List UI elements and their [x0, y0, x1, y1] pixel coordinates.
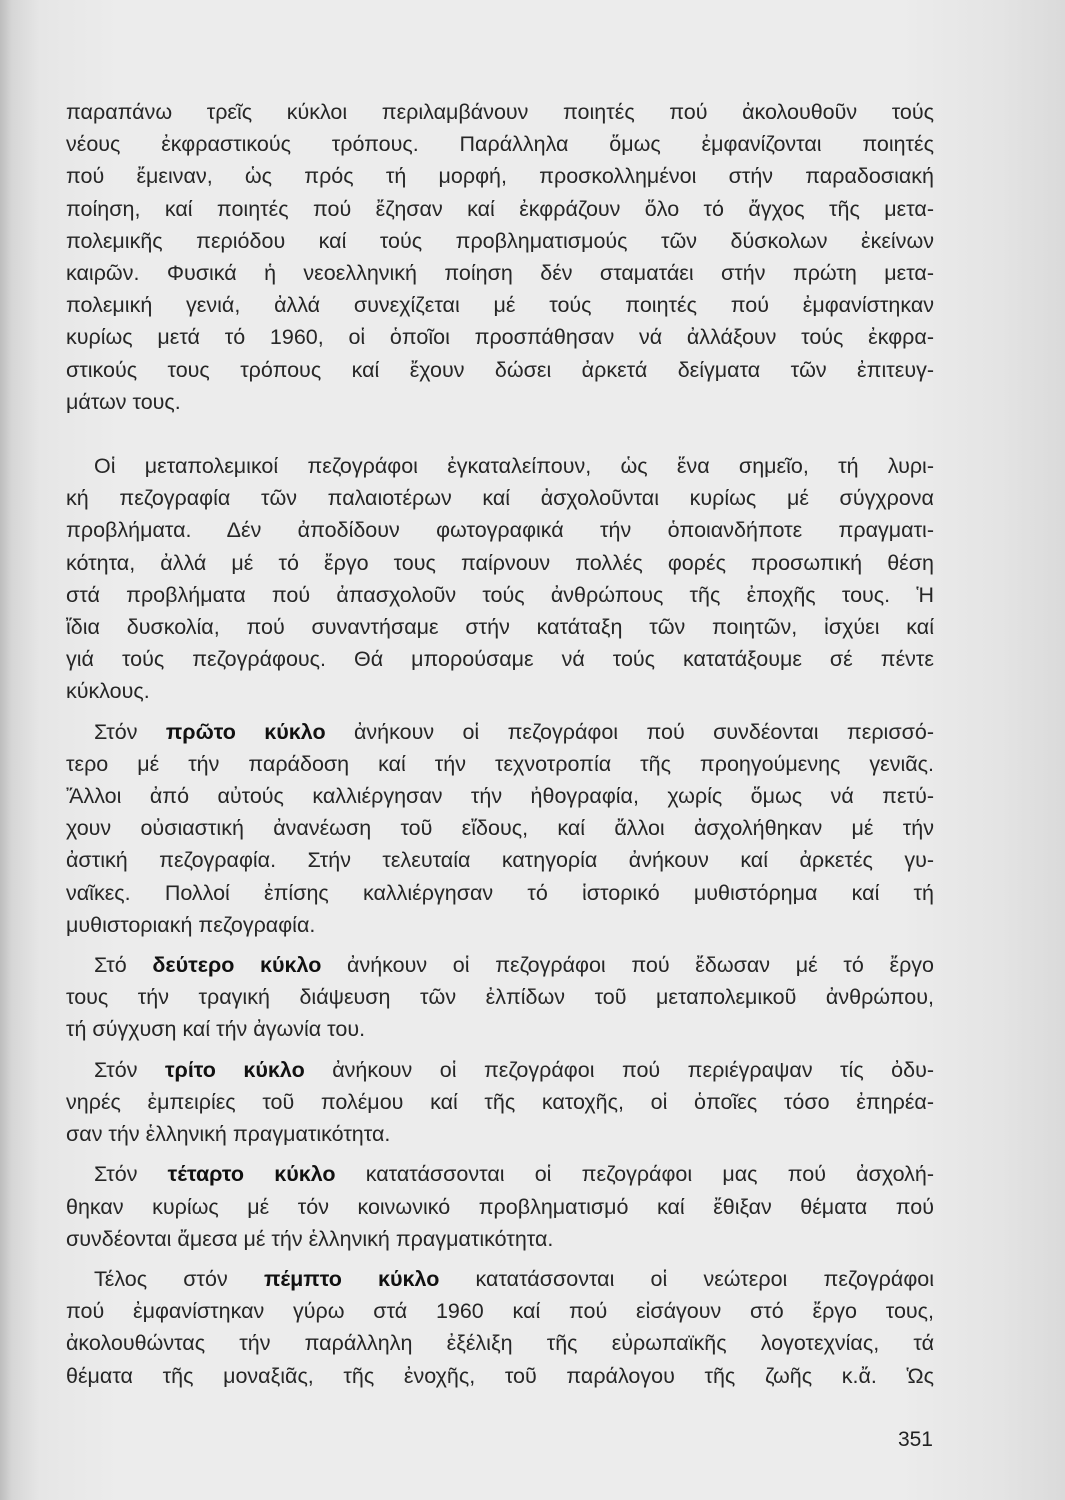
- bold-term: τρίτο κύκλο: [164, 1057, 305, 1082]
- text-line: παραπάνω τρεῖς κύκλοι περιλαμβάνουν ποιητές πού ἀκολουθοῦν τούς: [66, 100, 934, 124]
- text-line: μυθιστοριακή πεζογραφία.: [66, 912, 316, 937]
- text-line: χουν οὐσιαστική ἀνανέωση τοῦ εἴδους, καί ἄλλοι ἀσχολήθηκαν μέ τήν: [66, 816, 934, 841]
- text-fragment: ἀνήκουν οἱ πεζογράφοι πού συνδέονται περισσό-: [325, 719, 934, 744]
- bold-term: δεύτερο κύκλο: [152, 953, 322, 978]
- text-line: κή πεζογραφία τῶν παλαιοτέρων καί ἀσχολοῦνται κυρίως μέ σύγχρονα: [66, 486, 934, 511]
- text-line: σαν τήν ἑλληνική πραγματικότητα.: [66, 1122, 391, 1147]
- text-fragment: κατατάσσονται οἱ νεώτεροι πεζογράφοι: [439, 1266, 935, 1291]
- bold-term: πέμπτο κύκλο: [263, 1266, 440, 1291]
- paragraph-prose-writers-intro: [66, 450, 934, 708]
- text-fragment: ἀνήκουν οἱ πεζογράφοι πού ἔδωσαν μέ τό ἔργο: [321, 953, 935, 978]
- text-line: [66, 1263, 934, 1295]
- text-fragment: Στόν: [94, 1057, 165, 1082]
- paragraph-fifth-circle: [66, 1263, 934, 1392]
- text-line: τερο μέ τήν παράδοση καί τήν τεχνοτροπία τῆς προηγούμενης γενιᾶς.: [66, 751, 934, 776]
- text-line: Ἄλλοι ἀπό αὐτούς καλλιέργησαν τήν ἠθογραφία, χωρίς ὅμως νά πετύ-: [66, 784, 934, 809]
- text-line: προβλήματα. Δέν ἀποδίδουν φωτογραφικά τήν ὁποιανδήποτε πραγματι-: [66, 518, 934, 543]
- text-line: [66, 949, 934, 981]
- text-line: θηκαν κυρίως μέ τόν κοινωνικό προβληματισμό καί ἔθιξαν θέματα πού: [66, 1194, 934, 1219]
- paragraph-first-circle: [66, 716, 934, 941]
- bold-term: τέταρτο κύκλο: [167, 1162, 336, 1187]
- text-line: καιρῶν. Φυσικά ἡ νεοελληνική ποίηση δέν σταματάει στήν πρώτη μετα-: [66, 261, 934, 286]
- text-line: κότητα, ἀλλά μέ τό ἔργο τους παίρνουν πολλές φορές προσωπική θέση: [66, 550, 934, 575]
- text-line: στικούς τους τρόπους καί ἔχουν δώσει ἀρκετά δείγματα τῶν ἐπιτευγ-: [66, 357, 934, 382]
- text-line: ἀστική πεζογραφία. Στήν τελευταία κατηγορία ἀνήκουν καί ἀρκετές γυ-: [66, 848, 934, 873]
- text-line: κύκλους.: [66, 679, 150, 704]
- text-fragment: Στόν: [94, 719, 166, 744]
- text-line: πολεμική γενιά, ἀλλά συνεχίζεται μέ τούς ποιητές πού ἐμφανίστηκαν: [66, 293, 934, 318]
- text-line: πού ἔμειναν, ὡς πρός τή μορφή, προσκολλημένοι στήν παραδοσιακή: [66, 164, 934, 189]
- text-line: θέματα τῆς μοναξιᾶς, τῆς ἐνοχῆς, τοῦ παράλογου τῆς ζωῆς κ.ἄ. Ὡς: [66, 1363, 934, 1388]
- text-fragment: Στόν: [94, 1162, 168, 1187]
- body-text: [66, 96, 934, 1392]
- paragraph-poetry-circles: [66, 96, 934, 418]
- text-fragment: Στό: [94, 953, 153, 978]
- text-fragment: κατατάσσονται οἱ πεζογράφοι μας πού ἀσχολή-: [335, 1162, 934, 1187]
- text-line: τους τήν τραγική διάψευση τῶν ἐλπίδων τοῦ μεταπολεμικοῦ ἀνθρώπου,: [66, 985, 934, 1010]
- text-line: [66, 1054, 934, 1086]
- text-line: κυρίως μετά τό 1960, οἱ ὁποῖοι προσπάθησαν νά ἀλλάξουν τούς ἐκφρα-: [66, 325, 934, 350]
- paragraph-third-circle: [66, 1054, 934, 1151]
- text-line: συνδέονται ἄμεσα μέ τήν ἑλληνική πραγματικότητα.: [66, 1226, 554, 1251]
- text-line: πολεμικῆς περιόδου καί τούς προβληματισμούς τῶν δύσκολων ἐκείνων: [66, 228, 934, 253]
- text-line: τή σύγχυση καί τήν ἀγωνία του.: [66, 1017, 366, 1042]
- text-line: ἴδια δυσκολία, πού συναντήσαμε στήν κατάταξη τῶν ποιητῶν, ἰσχύει καί: [66, 615, 934, 640]
- text-line: [66, 716, 934, 748]
- paragraph-fourth-circle: [66, 1158, 934, 1255]
- text-line: ἀκολουθώντας τήν παράλληλη ἐξέλιξη τῆς εὐρωπαϊκῆς λογοτεχνίας, τά: [66, 1331, 934, 1356]
- text-line: ναῖκες. Πολλοί ἐπίσης καλλιέργησαν τό ἱστορικό μυθιστόρημα καί τή: [66, 880, 934, 905]
- page-number: 351: [897, 1428, 933, 1451]
- paragraph-second-circle: [66, 949, 934, 1046]
- text-line: [66, 1158, 934, 1190]
- text-line: Οἱ μεταπολεμικοί πεζογράφοι ἐγκαταλείπουν, ὡς ἕνα σημεῖο, τή λυρι-: [94, 454, 934, 479]
- text-line: νηρές ἐμπειρίες τοῦ πολέμου καί τῆς κατοχῆς, οἱ ὁποῖες τόσο ἐπηρέα-: [66, 1089, 934, 1114]
- text-line: ποίηση, καί ποιητές πού ἔζησαν καί ἐκφράζουν ὅλο τό ἄγχος τῆς μετα-: [66, 196, 934, 221]
- bold-term: πρῶτο κύκλο: [165, 719, 326, 744]
- text-line: μάτων τους.: [66, 389, 181, 414]
- text-line: πού ἐμφανίστηκαν γύρω στά 1960 καί πού εἰσάγουν στό ἔργο τους,: [66, 1299, 934, 1324]
- text-line: στά προβλήματα πού ἀπασχολοῦν τούς ἀνθρώπους τῆς ἐποχῆς τους. Ἡ: [66, 582, 934, 607]
- text-line: νέους ἐκφραστικούς τρόπους. Παράλληλα ὅμως ἐμφανίζονται ποιητές: [66, 132, 934, 157]
- text-fragment: Τέλος στόν: [94, 1266, 264, 1291]
- text-line: γιά τούς πεζογράφους. Θά μπορούσαμε νά τούς κατατάξουμε σέ πέντε: [66, 647, 934, 672]
- text-fragment: ἀνήκουν οἱ πεζογράφοι πού περιέγραψαν τίς ὀδυ-: [304, 1057, 934, 1082]
